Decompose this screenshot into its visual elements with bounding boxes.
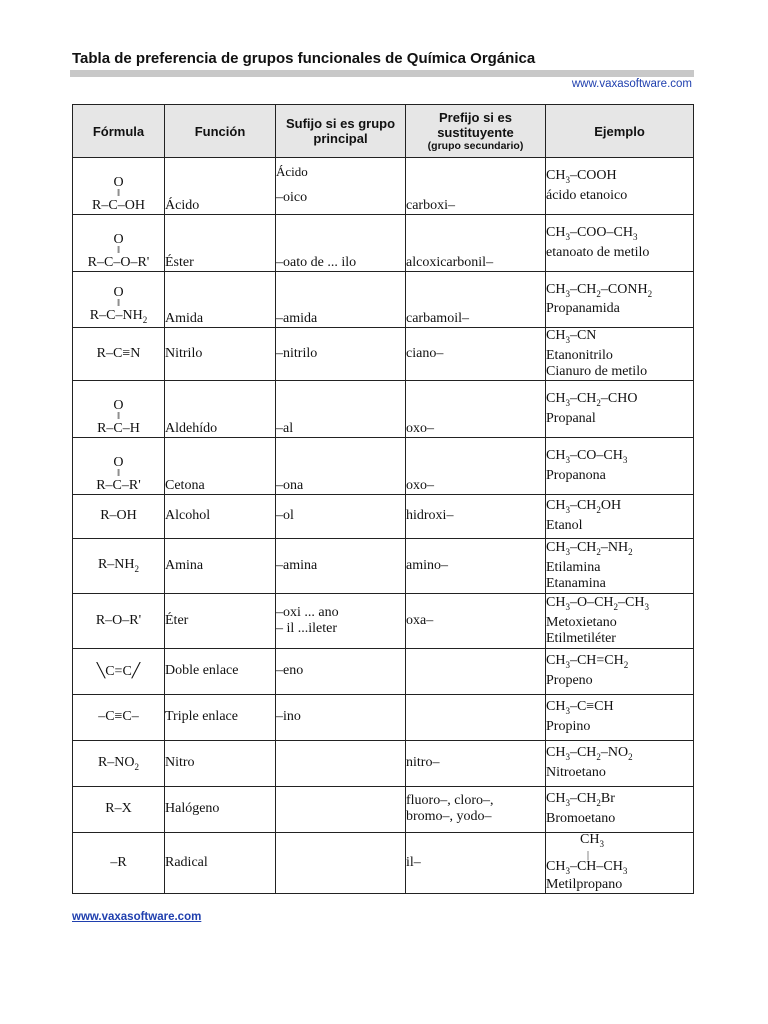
suffix-cell — [276, 538, 406, 593]
formula-cell — [73, 215, 165, 272]
example-line: Bromoetano — [546, 811, 616, 827]
formula-text: R–O–R' — [95, 612, 142, 628]
carbonyl-formula — [96, 456, 141, 492]
header-funcion: Función — [165, 105, 276, 158]
page-title: Tabla de preferencia de grupos funcionales de Química Orgánica — [72, 50, 536, 67]
example-cell — [546, 158, 694, 215]
function-name: Amida — [165, 272, 276, 328]
formula-cell — [73, 437, 165, 494]
header-prefijo-note: (grupo secundario) — [427, 140, 524, 152]
prefix-cell: oxa– — [406, 593, 546, 648]
formula-cell — [73, 648, 165, 694]
suffix-cell — [276, 215, 406, 272]
table-row — [73, 593, 694, 648]
example-line: Nitroetano — [546, 765, 606, 781]
header-url-link[interactable]: www.vaxasoftware.com — [571, 78, 692, 90]
formula-text: –R — [110, 854, 127, 870]
example-line: Propanal — [546, 410, 596, 426]
table-row — [73, 786, 694, 832]
suffix-cell — [276, 786, 406, 832]
prefix-cell: carbamoil– — [406, 272, 546, 328]
carbonyl-double-bond: ‖ — [117, 245, 120, 256]
carbonyl-double-bond: ‖ — [117, 410, 120, 422]
example-line: $CH_3-O-CH_2-CH_3$ — [546, 594, 649, 612]
function-name: Cetona — [165, 437, 276, 494]
example-branch: $CH_3$ — [580, 832, 604, 849]
example-cell — [546, 328, 694, 381]
suffix-text: –ona — [276, 477, 304, 493]
example-line: $CH_3-COO-CH_3$ — [546, 225, 638, 242]
title-divider — [70, 70, 694, 77]
formula-cell — [73, 786, 165, 832]
carbonyl-double-bond: ‖ — [117, 298, 120, 310]
carbonyl-oxygen: O — [113, 175, 124, 190]
carbonyl-formula — [97, 399, 140, 435]
formula-text: R–C–OH — [92, 198, 145, 213]
table-row — [73, 328, 694, 381]
suffix-cell — [276, 740, 406, 786]
formula-text: ╲C=C╱ — [96, 663, 141, 679]
function-name: Aldehído — [165, 380, 276, 437]
example-line: $CH_3-C\equiv CH$ — [546, 699, 614, 717]
example-line: Etilmetiléter — [546, 630, 616, 646]
formula-text: R–C–H — [97, 420, 140, 436]
formula-text: R–C–O–R' — [87, 255, 150, 270]
prefix-cell: carboxi– — [406, 158, 546, 215]
prefix-cell — [406, 648, 546, 694]
example-line: Etilamina — [546, 559, 601, 575]
header-formula: Fórmula — [73, 105, 165, 158]
formula-text: $R-NO_2$ — [97, 754, 140, 772]
example-line: Propino — [546, 719, 591, 735]
carbonyl-formula — [88, 233, 150, 269]
suffix-text: –amida — [276, 311, 318, 326]
formula-cell — [73, 832, 165, 893]
formula-text: R–C≡N — [96, 345, 141, 361]
suffix-text: –eno — [276, 663, 304, 679]
formula-text: R–X — [105, 801, 132, 817]
function-name: Triple enlace — [165, 694, 276, 740]
formula-text: –C≡C– — [98, 709, 139, 725]
table-row — [73, 494, 694, 538]
example-line: $CH_3-CH_2Br$ — [546, 791, 615, 809]
example-line: $CH_3-CN$ — [546, 328, 597, 345]
carbonyl-double-bond: ‖ — [117, 467, 120, 479]
suffix-cell — [276, 158, 406, 215]
carbonyl-formula — [90, 286, 147, 327]
example-cell — [546, 593, 694, 648]
prefix-cell: oxo– — [406, 437, 546, 494]
function-name: Radical — [165, 832, 276, 893]
formula-cell — [73, 272, 165, 328]
function-name: Nitro — [165, 740, 276, 786]
header-sufijo: Sufijo si es grupo principal — [276, 105, 406, 158]
functional-groups-table — [72, 104, 694, 894]
suffix-text: –al — [276, 420, 294, 436]
suffix-cell — [276, 272, 406, 328]
table-row — [73, 538, 694, 593]
example-line: Cianuro de metilo — [546, 363, 648, 379]
function-name: Nitrilo — [165, 328, 276, 381]
suffix-cell — [276, 380, 406, 437]
function-name: Amina — [165, 538, 276, 593]
example-line: Etanol — [546, 518, 583, 534]
branched-example — [546, 833, 627, 892]
formula-text: $R-NH_2$ — [97, 557, 140, 575]
formula-cell — [73, 593, 165, 648]
formula-cell — [73, 740, 165, 786]
example-cell — [546, 832, 694, 893]
suffix-cell — [276, 832, 406, 893]
table-body — [73, 158, 694, 894]
example-line: $CH_3-CH_2-NH_2$ — [546, 539, 633, 557]
example-line: $CH_3-CH-CH_3$ — [546, 858, 628, 876]
prefix-cell: fluoro–, cloro–, bromo–, yodo– — [406, 786, 546, 832]
example-line: $CH_3-CH_2-NO_2$ — [546, 745, 633, 763]
footer-url-link[interactable]: www.vaxasoftware.com — [72, 911, 202, 923]
function-name: Alcohol — [165, 494, 276, 538]
table-row — [73, 215, 694, 272]
suffix-text: –oico — [276, 190, 308, 205]
example-line: $CH_3-CH=CH_2$ — [546, 653, 629, 671]
carbonyl-oxygen: O — [113, 232, 124, 247]
prefix-cell: amino– — [406, 538, 546, 593]
suffix-cell — [276, 494, 406, 538]
suffix-text: –amina — [276, 557, 318, 573]
example-cell — [546, 272, 694, 328]
example-cell — [546, 648, 694, 694]
suffix-cell — [276, 694, 406, 740]
carbonyl-oxygen: O — [113, 397, 124, 413]
function-name: Éter — [165, 593, 276, 648]
example-cell — [546, 215, 694, 272]
example-line: etanoato de metilo — [546, 244, 650, 260]
header-prefijo-label: Prefijo si es sustituyente — [437, 110, 514, 140]
example-line: Propanamida — [546, 301, 620, 317]
table-row — [73, 272, 694, 328]
example-line: Etanonitrilo — [546, 347, 613, 363]
table-row — [73, 158, 694, 215]
example-line: $CH_3-CH_2$–CHO — [546, 390, 638, 408]
suffix-cell — [276, 437, 406, 494]
prefix-cell: hidroxi– — [406, 494, 546, 538]
suffix-cell — [276, 648, 406, 694]
formula-cell — [73, 538, 165, 593]
example-cell — [546, 538, 694, 593]
example-cell — [546, 694, 694, 740]
example-line: Etanamina — [546, 575, 606, 591]
suffix-text: –ol — [276, 508, 294, 524]
carbonyl-oxygen: O — [113, 285, 124, 301]
formula-text: R–OH — [100, 508, 137, 524]
suffix-text: –oxi ... ano – il ...ileter — [276, 604, 339, 636]
header-ejemplo: Ejemplo — [546, 105, 694, 158]
example-cell — [546, 786, 694, 832]
example-line: Metilpropano — [546, 876, 623, 892]
table-row — [73, 380, 694, 437]
function-name: Doble enlace — [165, 648, 276, 694]
function-name: Halógeno — [165, 786, 276, 832]
example-cell — [546, 494, 694, 538]
example-line: $CH_3-CH_2OH$ — [546, 498, 622, 516]
function-name: Ácido — [165, 158, 276, 215]
prefix-cell: il– — [406, 832, 546, 893]
suffix-text: –oato de ... ilo — [276, 255, 357, 270]
formula-cell — [73, 158, 165, 215]
carbonyl-oxygen: O — [113, 454, 124, 470]
formula-cell — [73, 328, 165, 381]
formula-cell — [73, 494, 165, 538]
suffix-cell — [276, 593, 406, 648]
example-line: $CH_3-CO-CH_3$ — [546, 447, 628, 465]
table-header-row — [73, 105, 694, 158]
carbonyl-formula — [92, 176, 145, 212]
carbonyl-double-bond: ‖ — [117, 188, 120, 199]
suffix-text: –ino — [276, 709, 301, 725]
formula-cell — [73, 694, 165, 740]
formula-text: R–C–R' — [96, 477, 141, 493]
example-cell — [546, 740, 694, 786]
table-row — [73, 648, 694, 694]
table-row — [73, 437, 694, 494]
example-line: $CH_3$–COOH — [546, 168, 617, 185]
prefix-cell: ciano– — [406, 328, 546, 381]
table-row — [73, 694, 694, 740]
suffix-note: Ácido — [276, 164, 308, 179]
header-prefijo — [406, 105, 546, 158]
function-name: Éster — [165, 215, 276, 272]
prefix-cell: nitro– — [406, 740, 546, 786]
table-row — [73, 832, 694, 893]
suffix-cell — [276, 328, 406, 381]
example-cell — [546, 437, 694, 494]
example-line: ácido etanoico — [546, 187, 628, 203]
prefix-cell — [406, 694, 546, 740]
example-line: $CH_3-CH_2-CONH_2$ — [546, 281, 653, 299]
formula-cell — [73, 380, 165, 437]
example-line: Propeno — [546, 673, 593, 689]
table-row — [73, 740, 694, 786]
formula-text: $R-C-NH_2$ — [89, 308, 148, 325]
example-branch-bond: | — [587, 849, 590, 861]
prefix-cell: oxo– — [406, 380, 546, 437]
example-line: Propanona — [546, 467, 606, 483]
suffix-text: –nitrilo — [276, 345, 318, 361]
example-line: Metoxietano — [546, 614, 617, 630]
prefix-cell: alcoxicarbonil– — [406, 215, 546, 272]
example-cell — [546, 380, 694, 437]
